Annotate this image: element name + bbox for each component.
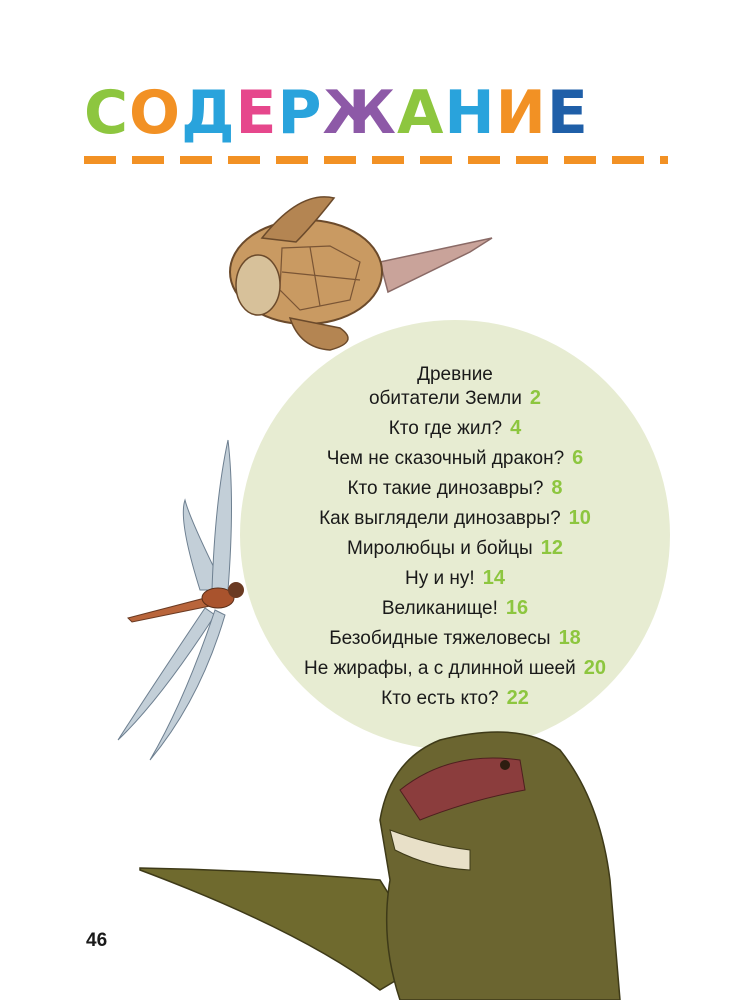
title-letter: Д [181, 78, 236, 148]
toc-item-page: 10 [568, 507, 591, 529]
toc-item-first-line: Древние [417, 364, 493, 385]
toc-item[interactable] [240, 594, 670, 623]
toc-item-page: 12 [540, 537, 563, 559]
toc-item[interactable] [240, 684, 670, 713]
toc-item-title: Миролюбцы и бойцы [347, 538, 533, 559]
toc-item[interactable] [240, 624, 670, 653]
title-letter: Н [444, 78, 496, 148]
page-number: 46 [86, 930, 108, 951]
toc-item[interactable] [240, 414, 670, 443]
title-letter: Р [277, 78, 323, 148]
toc-item-page: 8 [551, 477, 563, 499]
toc-item[interactable] [240, 384, 670, 413]
toc-item-title: Безобидные тяжеловесы [329, 628, 551, 649]
toc-item-page: 18 [558, 627, 581, 649]
toc-item-title: Как выглядели динозавры? [319, 508, 561, 529]
dinosaur-illustration [140, 732, 620, 1000]
title-letter: О [129, 78, 182, 148]
toc-item[interactable] [240, 474, 670, 503]
toc-item-page: 6 [572, 447, 584, 469]
toc-item-page: 16 [505, 597, 529, 619]
toc-item-title: Чем не сказочный дракон? [326, 448, 565, 469]
toc-item-title: Кто такие динозавры? [347, 478, 544, 499]
toc-item[interactable] [240, 504, 670, 533]
title-letter: Е [235, 78, 278, 148]
title-letter: А [396, 78, 445, 148]
toc-item-title: Кто где жил? [388, 418, 503, 439]
toc-item-page: 2 [529, 387, 542, 409]
title-letter: С [84, 78, 130, 148]
dragonfly-illustration [118, 440, 244, 760]
turtle-illustration [230, 197, 492, 350]
toc-item[interactable] [240, 654, 670, 683]
toc-item[interactable] [240, 564, 670, 593]
toc-item-title: Ну и ну! [405, 568, 475, 589]
toc-item-page: 22 [506, 687, 529, 709]
title-letter: Е [546, 78, 589, 148]
title-letter: Ж [322, 78, 397, 148]
title-letter: И [495, 78, 547, 148]
toc-item-page: 14 [482, 567, 505, 589]
toc-item[interactable] [240, 534, 670, 563]
toc-item-title: Великанище! [381, 598, 498, 619]
toc-item-title: Не жирафы, а с длинной шеей [304, 658, 576, 679]
toc-item[interactable] [240, 444, 670, 473]
toc-item-title: Кто есть кто? [381, 688, 499, 709]
toc-item-page: 20 [583, 657, 606, 679]
toc-item-page: 4 [510, 417, 522, 439]
toc-item-title: обитатели Земли [368, 388, 522, 409]
